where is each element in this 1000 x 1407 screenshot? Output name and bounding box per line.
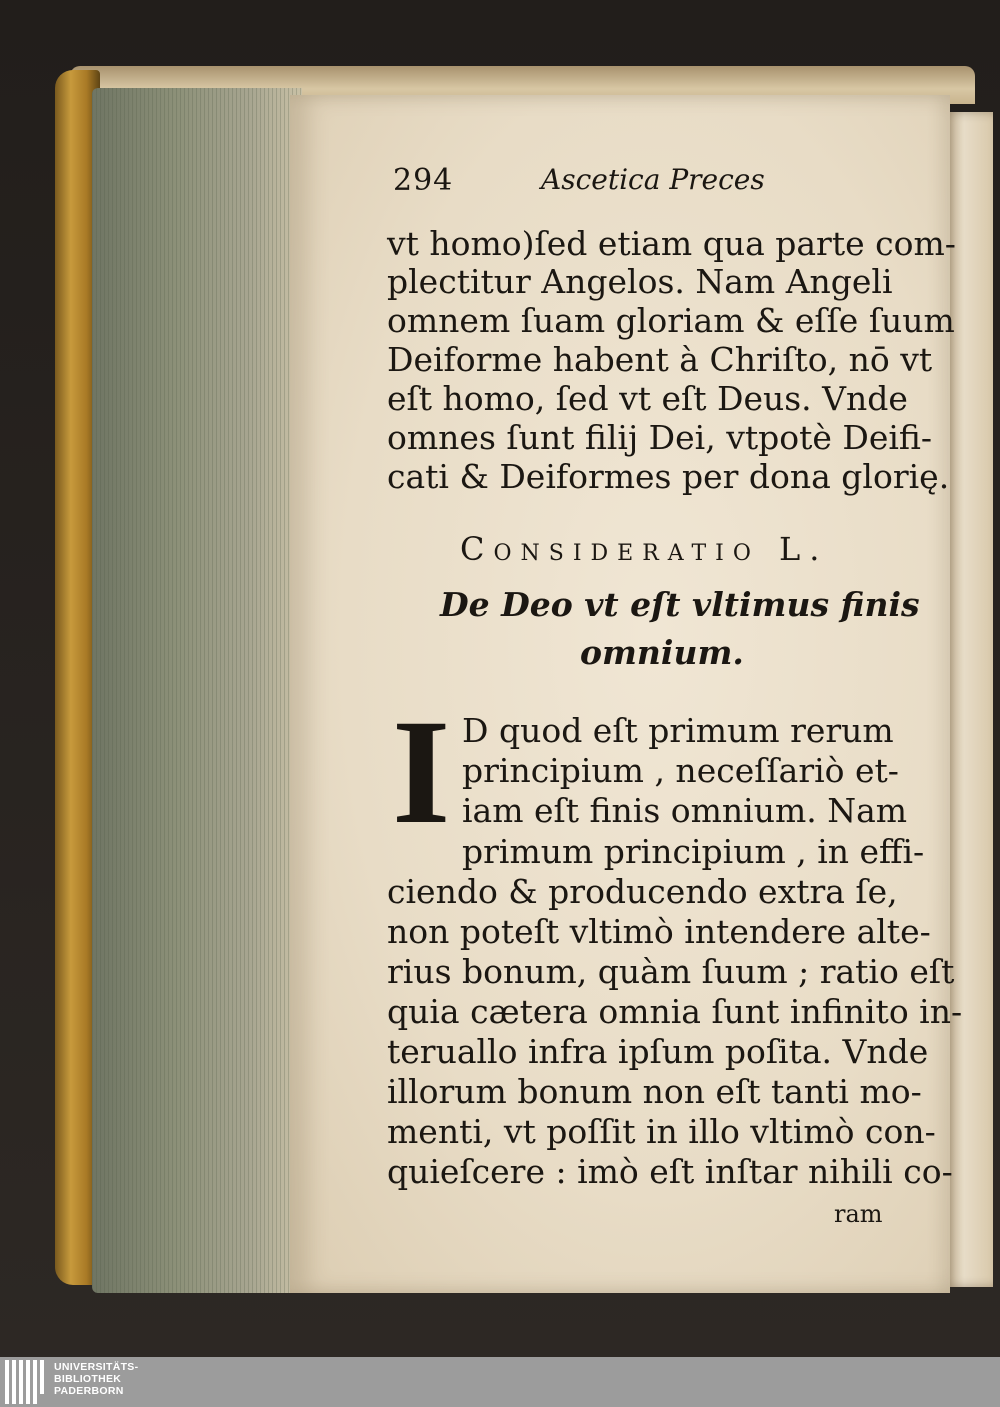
- text-line: teruallo infra ipſum poſita. Vnde: [387, 1032, 929, 1071]
- running-head: [393, 163, 803, 213]
- text-line: eſt homo, ſed vt eſt Deus. Vnde: [387, 379, 908, 418]
- text-line: rius bonum, quàm ſuum ; ratio eſt: [387, 952, 955, 991]
- text-line: non poteſt vltimò intendere alte-: [387, 912, 931, 951]
- page-block-edges: [92, 88, 302, 1293]
- text-line: illorum bonum non eſt tanti mo-: [387, 1072, 922, 1111]
- library-logo-text: [54, 1361, 138, 1397]
- logo-line: UNIVERSITÄTS-: [54, 1361, 139, 1373]
- page-number: 294: [393, 163, 454, 198]
- text-line: quieſcere : imò eſt inſtar nihili co-: [387, 1152, 953, 1191]
- library-logo-icon: [5, 1360, 45, 1404]
- section-heading: Consideratio L.: [460, 530, 829, 568]
- text-line: omnem ſuam gloriam & eſſe ſuum: [387, 301, 955, 340]
- text-line: menti, vt poſſit in illo vltimò con-: [387, 1112, 936, 1151]
- catchword: ram: [834, 1200, 883, 1228]
- text-line: iam eſt finis omnium. Nam: [462, 791, 908, 830]
- running-title: Ascetica Preces: [541, 163, 765, 196]
- drop-cap: I: [392, 689, 451, 855]
- text-line: D quod eſt primum rerum: [462, 711, 894, 750]
- text-line: omnes ſunt filij Dei, vtpotè Deifi-: [387, 418, 933, 457]
- library-footer: [0, 1357, 1000, 1407]
- text-line: Deiforme habent à Chriſto, nō vt: [387, 340, 933, 379]
- text-line: quia cætera omnia ſunt infinito in-: [387, 992, 963, 1031]
- text-line: primum principium , in effi-: [462, 832, 925, 871]
- text-line: plectitur Angelos. Nam Angeli: [387, 262, 893, 301]
- section-subtitle: omnium.: [580, 633, 744, 672]
- text-line: principium , neceſſariò et-: [462, 751, 899, 790]
- logo-line: PADERBORN: [54, 1385, 124, 1397]
- facing-page-edge: [945, 112, 993, 1287]
- section-subtitle: De Deo vt eſt vltimus finis: [440, 585, 920, 624]
- text-line: cati & Deiformes per dona glorię.: [387, 457, 950, 496]
- text-line: ciendo & producendo extra ſe,: [387, 872, 898, 911]
- logo-line: BIBLIOTHEK: [54, 1373, 122, 1385]
- text-line: vt homo)ſed etiam qua parte com-: [387, 224, 956, 263]
